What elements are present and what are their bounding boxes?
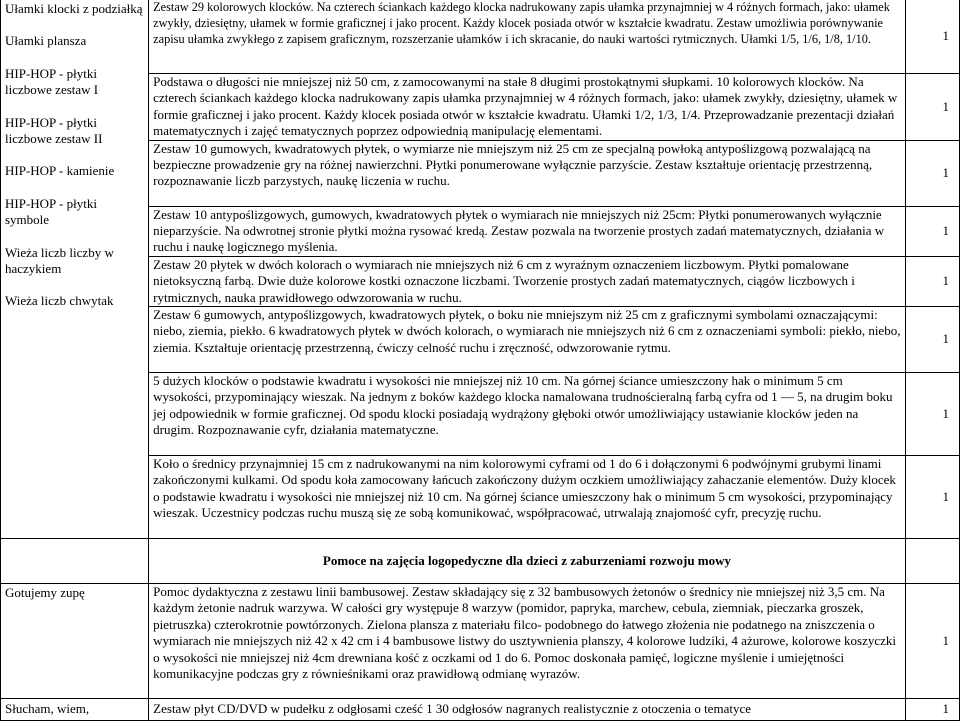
quantity-cell: 1 (905, 699, 959, 721)
section-header-row (1, 539, 960, 584)
section-header: Pomoce na zajęcia logopedyczne dla dzieci z zaburzeniami rozwoju mowy (149, 539, 906, 584)
product-name: Wieża liczb liczby w haczykiem (5, 244, 114, 277)
product-names-cell (1, 0, 149, 539)
product-name: HIP-HOP - płytki liczbowe zestaw II (5, 114, 103, 147)
quantity-cell: 1 (905, 584, 959, 699)
quantity-cell: 1 (905, 0, 959, 74)
table-row (1, 584, 960, 699)
empty-cell (1, 539, 149, 584)
description-cell: Zestaw 10 gumowych, kwadratowych płytek, o wymiarze nie mniejszym niż 25 cm ze specjalną powłoką antypoślizgową pozwalającą na bezpieczne prowadzenie gry na różnej nawierzchni. Płytki ponumerowane wyłącznie parzyście. Zestaw kształtuje orientację przestrzenną, rozpoznawanie liczb parzystych, naukę liczenia w ruchu. (149, 140, 906, 206)
description-cell: Zestaw płyt CD/DVD w pudełku z odgłosami cześć 1 30 odgłosów nagranych realistycznie z otoczenia o tematyce (149, 699, 906, 721)
table-row (1, 0, 960, 74)
quantity-cell: 1 (905, 140, 959, 206)
quantity-cell: 1 (905, 456, 959, 539)
description-cell: Zestaw 29 kolorowych klocków. Na czterech ściankach każdego klocka nadrukowany zapis ułamka przynajmniej w 4 różnych formach, jako: ułamek zwykły, dziesiętny, ułamek w formie graficznej i jako procent. Każdy klocek posiada otwór w kształcie kwadratu. Zestaw umożliwia porównywanie zapisu ułamka zwykłego z zapisem graficznym, rozszerzanie ułamków i ich skracanie, do nauki wartości rytmicznych. Ułamki 1/5, 1/6, 1/8, 1/10. (149, 0, 906, 74)
product-name: HIP-HOP - płytki symbole (5, 195, 97, 228)
description-cell: 5 dużych klocków o podstawie kwadratu i wysokości nie mniejszej niż 10 cm. Na górnej ściance umieszczony hak o minimum 5 cm wysokości, przypominający wieszak. Na jednym z boków każdego klocka namalowana trudnościeralną farbą cyfra od 1 — 5, na drugim boku jej odpowiednik w formie graficznej. Od spodu klocki posiadają wydrążony głęboki otwór umożliwiający ustawianie klocków jeden na drugim. Rozpoznawanie cyfr, działania matematyczne. (149, 373, 906, 456)
description-cell: Zestaw 10 antypoślizgowych, gumowych, kwadratowych płytek o wymiarach nie mniejszych niż 25cm: Płytki ponumerowanych wyłącznie nieparzyście. Na odwrotnej stronie płytki można rysować kredą. Zestaw pozwala na tworzenie prostych zadań matematycznych, działania w ruchu i naukę logicznego myślenia. (149, 206, 906, 256)
description-cell: Koło o średnicy przynajmniej 15 cm z nadrukowanymi na nim kolorowymi cyframi od 1 do 6 i dołączonymi 6 podwójnymi grubymi linami zakończonymi kulkami. Od spodu koła zamocowany łańcuch zakończony dużym oczkiem umożliwiający zahaczanie elementów. Duży klocek o podstawie kwadratu i wysokości nie mniejszej niż 10 cm. Na górnej ściance umieszczony hak o minimum 5 cm wysokości, przypominający wieszak. Uczestnicy podczas ruchu muszą się ze sobą komunikować, współpracować, utrwalają znajomość cyfr, precyzję ruchu. (149, 456, 906, 539)
quantity-cell: 1 (905, 256, 959, 306)
quantity-cell: 1 (905, 206, 959, 256)
product-name: HIP-HOP - kamienie (5, 163, 115, 179)
product-name: Słucham, wiem, (1, 699, 149, 721)
empty-cell (905, 539, 959, 584)
product-name: HIP-HOP - płytki liczbowe zestaw I (5, 65, 99, 98)
quantity-cell: 1 (905, 74, 959, 141)
table-row (1, 699, 960, 721)
quantity-cell: 1 (905, 307, 959, 373)
description-cell: Zestaw 20 płytek w dwóch kolorach o wymiarach nie mniejszych niż 6 cm z wyraźnym oznaczeniem liczbowym. Płytki pomalowane nietoksyczną farbą. Dwie duże kolorowe kostki oznaczone liczbami. Tworzenie prostych zadań matematycznych, ciągów liczbowych i rytmicznych, nauka prawidłowego odwzorowania w ruchu. (149, 256, 906, 306)
description-cell: Pomoc dydaktyczna z zestawu linii bambusowej. Zestaw składający się z 32 bambusowych żetonów o średnicy nie mniejszej niż 3,5 cm. Na każdym żetonie nadruk warzywa. W całości gry występuje 8 warzyw (pomidor, papryka, marchew, cebula, ziemniak, pieczarka groszek, pietruszka) czterokrotnie powtórzonych. Zielona plansza z materiału filco- podobnego do łatwego złożenia nie podatnego na zniszczenia o wymiarach nie mniejszych niż 42 x 42 cm i 4 bambusowe listwy do usztywnienia planszy, 4 kolorowe ludziki, 4 ażurowe, kolorowe koszyczki o wysokości nie mniejszej niż 4cm drewniana kość z oczkami od 1 do 6. Pomoc doskonała pamięć, logiczne myślenie i umiejętności komunikacyjne podczas gry z równieśnikami oraz prawidłową odmianę wyrazów. (149, 584, 906, 699)
description-cell: Podstawa o długości nie mniejszej niż 50 cm, z zamocowanymi na stałe 8 długimi prostokątnymi słupkami. 10 kolorowych klocków. Na czterech ściankach każdego klocka nadrukowany zapis ułamka przynajmniej w 4 różnych formach, jako: ułamek zwykły, dziesiętny, ułamek w formie graficznej i jako procent. Każdy klocek posiada otwór w kształcie kwadratu. Ułamki 1/2, 1/3, 1/4. Przeprowadzanie prezentacji działań matematycznych i zajęć tematycznych poprzez odpowiednią manipulację elementami. (149, 74, 906, 141)
product-name: Ułamki plansza (5, 33, 87, 49)
product-name: Ułamki klocki z podziałką (5, 1, 143, 16)
product-name: Gotujemy zupę (1, 584, 149, 699)
product-name: Wieża liczb chwytak (5, 293, 114, 309)
description-cell: Zestaw 6 gumowych, antypoślizgowych, kwadratowych płytek, o boku nie mniejszym niż 25 cm z graficznymi symbolami oznaczającymi: niebo, ziemia, piekło. 6 kwadratowych płytek w dwóch kolorach, o wymiarach nie mniejszych niż 6 cm z oznaczeniami symboli: piekło, niebo, ziemia. Kształtuje orientację przestrzenną, ćwiczy celność ruchu i zręczność, odwzorowanie rytmu. (149, 307, 906, 373)
quantity-cell: 1 (905, 373, 959, 456)
